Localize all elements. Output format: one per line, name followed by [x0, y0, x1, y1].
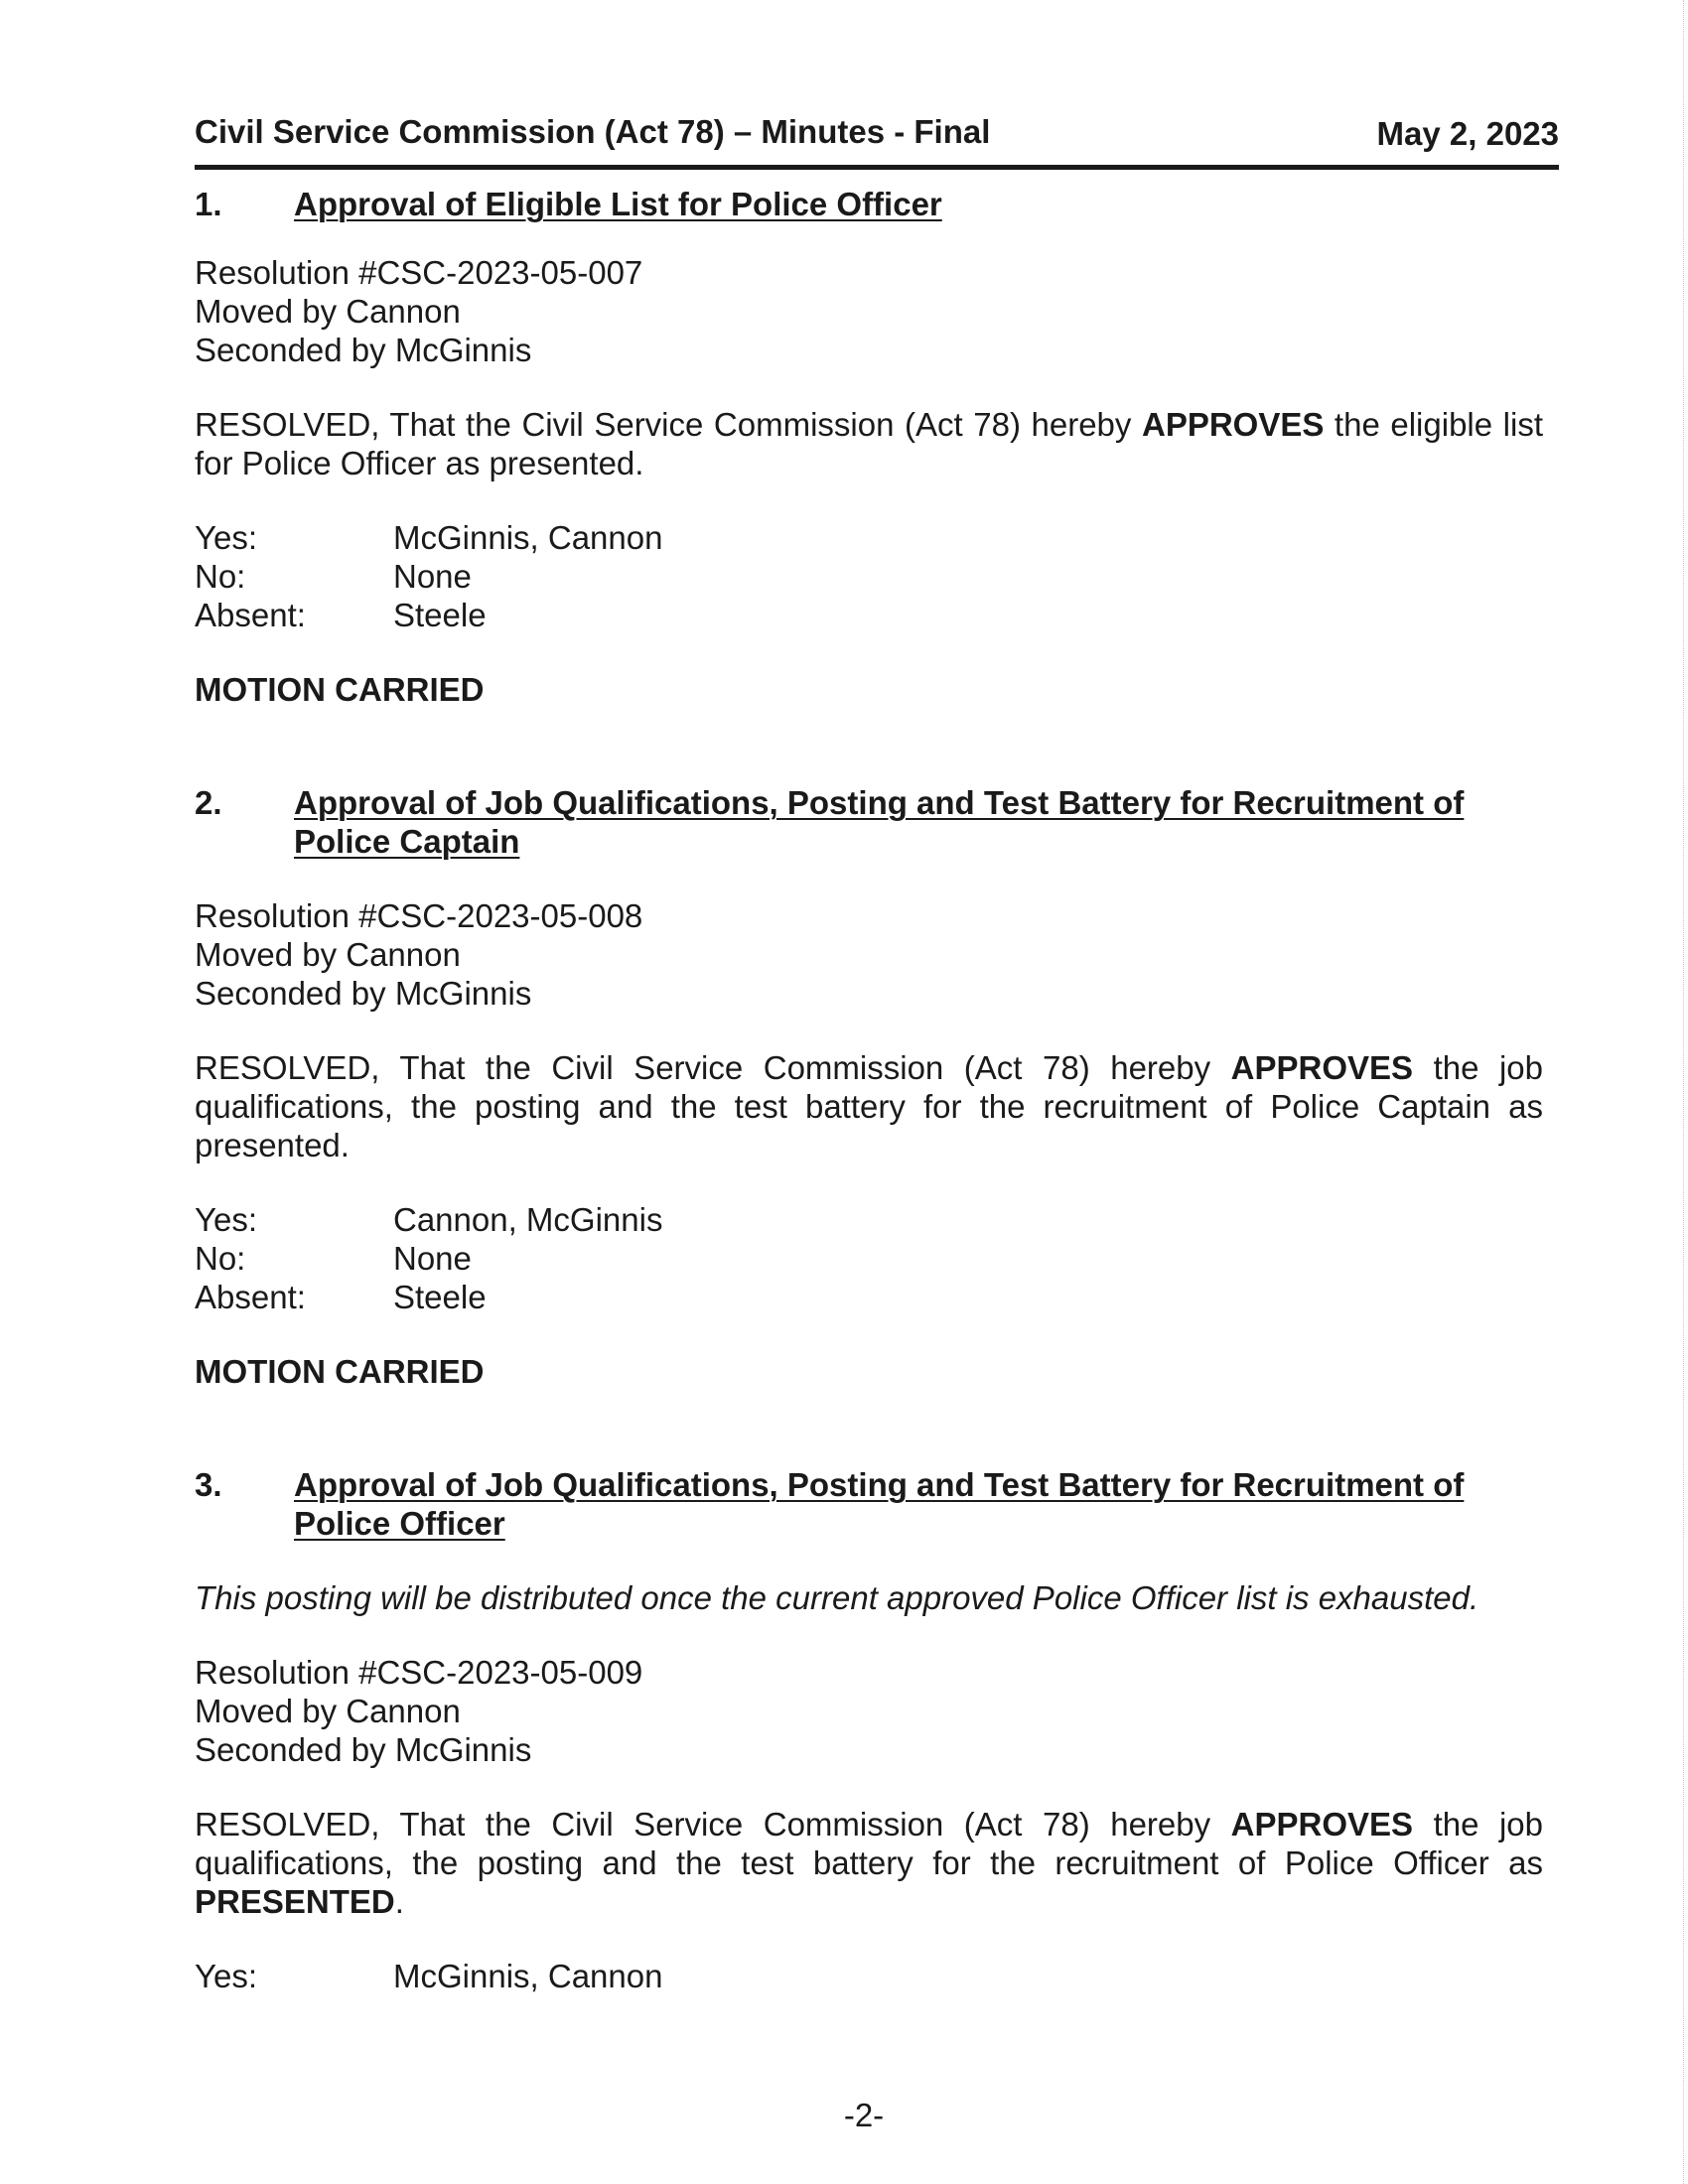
yes-votes: Cannon, McGinnis — [393, 1201, 663, 1238]
resolved-approves: APPROVES — [1230, 1049, 1414, 1086]
resolution-info — [195, 253, 1543, 369]
document-title: Civil Service Commission (Act 78) – Minutes - Final — [195, 113, 991, 150]
resolved-presented: PRESENTED — [195, 1883, 395, 1920]
resolved-text — [195, 1805, 1543, 1921]
resolved-text — [195, 1048, 1543, 1164]
yes-votes: McGinnis, Cannon — [393, 519, 663, 556]
yes-votes: McGinnis, Cannon — [393, 1958, 663, 1994]
resolved-text-end: the job qualifications, the posting and the test battery for the recruitment of Police Captain as presented. — [195, 1049, 1544, 1163]
yes-label: Yes: — [195, 519, 258, 556]
resolved-text-end: the eligible list for Police Officer as presented. — [195, 406, 1544, 481]
vote-record — [195, 518, 1543, 634]
motion-outcome: MOTION CARRIED — [195, 1353, 485, 1390]
vote-record — [195, 1957, 1543, 1995]
scan-edge — [1683, 0, 1688, 2184]
absent-members: Steele — [393, 597, 487, 633]
resolved-text-end: . — [394, 1883, 404, 1920]
resolved-text-start: RESOLVED, That the Civil Service Commission (Act 78) hereby — [195, 1049, 1231, 1086]
resolved-approves: APPROVES — [1141, 406, 1325, 443]
seconded-by: Seconded by McGinnis — [195, 1731, 532, 1768]
page-number: -2- — [843, 2097, 885, 2133]
item-heading — [195, 783, 1543, 861]
resolution-info — [195, 1653, 1543, 1769]
item-title: Approval of Eligible List for Police Officer — [294, 186, 942, 222]
item-title: Approval of Job Qualifications, Posting and Test Battery for Recruitment of Police Captain — [294, 784, 1465, 860]
agenda-item-2 — [195, 783, 1543, 1391]
item-number: 2. — [195, 784, 222, 821]
meeting-date: May 2, 2023 — [1376, 115, 1559, 152]
resolved-text-middle: the job qualifications, the posting and the test battery for the recruitment of Police Officer as — [195, 1806, 1544, 1881]
resolution-number: Resolution #CSC-2023-05-009 — [195, 1654, 643, 1691]
resolution-number: Resolution #CSC-2023-05-008 — [195, 897, 643, 934]
resolved-text — [195, 405, 1543, 482]
no-votes: None — [393, 1240, 472, 1277]
absent-members: Steele — [393, 1279, 487, 1315]
resolution-info — [195, 896, 1543, 1013]
yes-label: Yes: — [195, 1201, 258, 1238]
agenda-item-3 — [195, 1465, 1543, 1995]
absent-label: Absent: — [195, 597, 306, 633]
moved-by: Moved by Cannon — [195, 1693, 461, 1729]
resolved-approves: APPROVES — [1230, 1806, 1414, 1843]
minutes-content — [195, 185, 1543, 1995]
absent-label: Absent: — [195, 1279, 306, 1315]
resolution-number: Resolution #CSC-2023-05-007 — [195, 254, 643, 291]
item-title: Approval of Job Qualifications, Posting and Test Battery for Recruitment of Police Officer — [294, 1466, 1465, 1542]
no-label: No: — [195, 1240, 246, 1277]
motion-outcome: MOTION CARRIED — [195, 671, 485, 708]
seconded-by: Seconded by McGinnis — [195, 975, 532, 1012]
page-header — [195, 109, 1559, 170]
resolved-text-start: RESOLVED, That the Civil Service Commission (Act 78) hereby — [195, 406, 1142, 443]
agenda-item-1 — [195, 185, 1543, 709]
posting-note: This posting will be distributed once the current approved Police Officer list is exhausted. — [195, 1579, 1479, 1616]
item-heading — [195, 1465, 1543, 1543]
moved-by: Moved by Cannon — [195, 293, 461, 330]
item-heading — [195, 185, 1543, 223]
item-number: 1. — [195, 186, 222, 222]
seconded-by: Seconded by McGinnis — [195, 332, 532, 368]
vote-record — [195, 1200, 1543, 1316]
moved-by: Moved by Cannon — [195, 936, 461, 973]
resolved-text-start: RESOLVED, That the Civil Service Commission (Act 78) hereby — [195, 1806, 1231, 1843]
yes-label: Yes: — [195, 1958, 258, 1994]
no-label: No: — [195, 558, 246, 595]
item-number: 3. — [195, 1466, 222, 1503]
no-votes: None — [393, 558, 472, 595]
